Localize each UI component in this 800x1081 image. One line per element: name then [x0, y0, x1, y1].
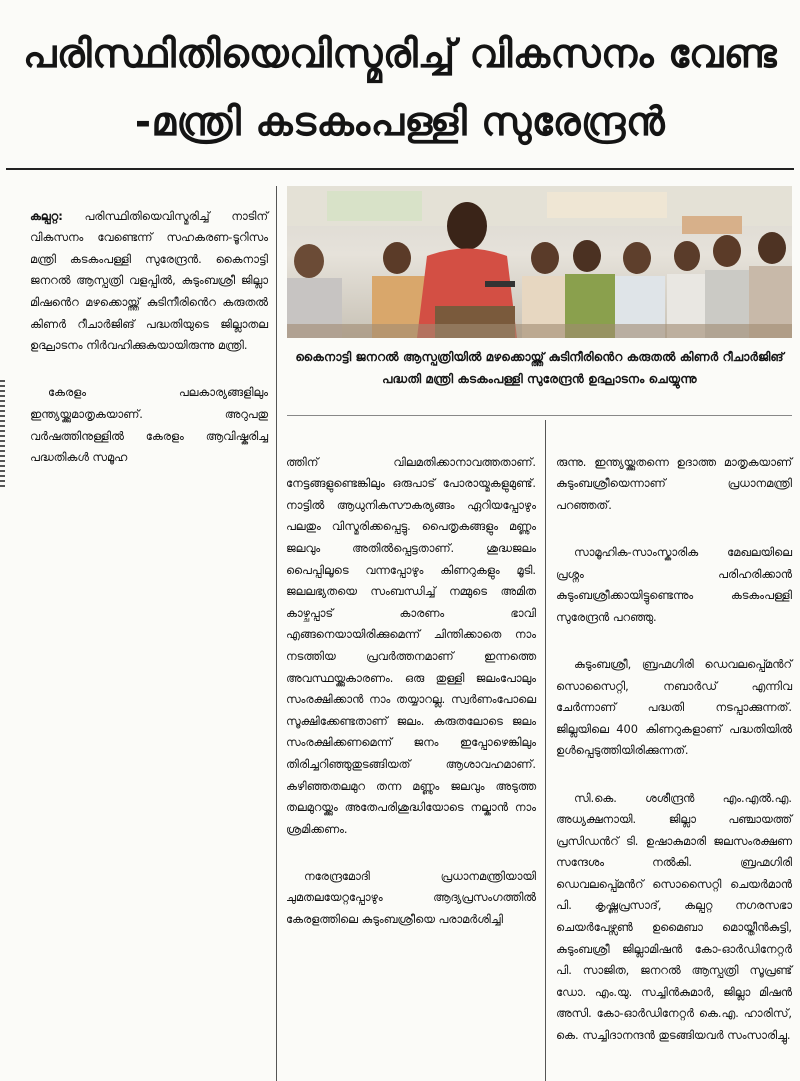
column-3 [556, 430, 792, 1072]
paragraph-text: പരിസ്ഥിതിയെവിസ്മരിച്ച് നാടിന് വികസനം വേണ്ടെന്ന് സഹകരണ-ടൂറിസം മന്ത്രി കടകംപള്ളി സുരേന്ദ്രൻ. കൈനാട്ടി ജനറൽ ആസ്പത്രി വളപ്പിൽ, കുടുംബശ്രീ ജില്ലാ മിഷൻെറ മഴക്കൊയ്ത്ത് കുടിനീരിൻെറ കരുതൽ കിണർ റീചാർജിങ് പദ്ധതിയുടെ ജില്ലാതല ഉദ്ഘാടനം നിർവഹിക്കുകയായിരുന്നു മന്ത്രി. [30, 208, 268, 353]
headline-line-1: പരിസ്ഥിതിയെവിസ്മരിച്ച് വികസനം വേണ്ട [22, 32, 778, 77]
column-2 [286, 430, 536, 956]
column-divider-1 [276, 186, 277, 1081]
paragraph: രുന്നു. ഇന്ത്യയ്ക്കുതന്നെ ഉദാത്ത മാതൃകയാണ് കുടുംബശ്രീയെന്നാണ് പ്രധാനമന്ത്രി പറഞ്ഞത്. [556, 454, 792, 512]
news-photo [287, 186, 792, 338]
photo-caption: കൈനാട്ടി ജനറൽ ആസ്പത്രിയിൽ മഴക്കൊയ്ത്ത് കുടിനീരിൻെറ കരുതൽ കിണർ റീചാർജിങ് പദ്ധതി മന്ത്രി കടകംപള്ളി സുരേന്ദ്രൻ ഉദ്ഘാടനം ചെയ്യുന്നു [295, 350, 784, 386]
paragraph: സാമൂഹിക-സാംസ്കാരിക മേഖലയിലെ പ്രശ്നം പരിഹരിക്കാൻ കുടുംബശ്രീക്കായിട്ടുണ്ടെന്നും കടകംപള്ളി സുരേന്ദ്രൻ പറഞ്ഞു. [556, 544, 792, 624]
dateline: കല്പറ്റ: [30, 208, 63, 223]
headline-line-2: -മന്ത്രി കടകംപള്ളി സുരേന്ദ്രൻ [134, 100, 666, 145]
paragraph: സി.കെ. ശശീന്ദ്രൻ എം.എൽ.എ. അധ്യക്ഷനായി. ജില്ലാ പഞ്ചായത്ത് പ്രസിഡൻറ് ടി. ഉഷാകുമാരി ജലസംരക്ഷണ സന്ദേശം നൽകി. ബ്രഹ്മഗിരി ഡെവലപ്പ്മെൻറ് സൊസൈറ്റി ചെയർമാൻ പി. കൃഷ്ണപ്രസാദ്, കല്പറ്റ നഗരസഭാ ചെയർപേഴ്സൺ ഉമൈബാ മൊയ്തീൻകുട്ടി, കുടുംബശ്രീ ജില്ലാമിഷൻ കോ-ഓർഡിനേറ്റർ പി. സാജിത, ജനറൽ ആസ്പത്രി സൂപ്രണ്ട് ഡോ. എം.യു. സച്ചിൻകുമാർ, ജില്ലാ മിഷൻ അസി. കോ-ഓർഡിനേറ്റർ കെ.എ. ഹാരിസ്, കെ. സച്ചിദാനന്ദൻ തുടങ്ങിയവർ സംസാരിച്ചു. [556, 790, 792, 1043]
caption-rule [287, 415, 792, 416]
paragraph: കേരളം പലകാര്യങ്ങളിലും ഇന്ത്യയ്ക്കുമാതൃകയാണ്. അറുപതു വർഷത്തിനുള്ളിൽ കേരളം ആവിഷ്കരിച്ച പദ്ധതികൾ സമൂഹ [30, 385, 268, 465]
column-1 [30, 184, 268, 494]
paragraph: നരേന്ദ്രമോദി പ്രധാനമന്ത്രിയായി ചുമതലയേറ്റപ്പോഴും ആദ്യപ്രസംഗത്തിൽ കേരളത്തിലെ കുടുംബശ്രീയെ പരാമർശിച്ചി [286, 868, 536, 927]
paragraph: കുടുംബശ്രീ, ബ്രഹ്മഗിരി ഡെവലപ്പ്മെൻറ് സൊസൈറ്റി, നബാർഡ് എന്നിവ ചേർന്നാണ് പദ്ധതി നടപ്പാക്കുന്നത്. ജില്ലയിലെ 400 കിണറുകളാണ് പദ്ധതിയിൽ ഉൾപ്പെടുത്തിയിരിക്കുന്നത്. [556, 656, 792, 758]
header-divider [6, 168, 794, 170]
column-divider-2 [545, 420, 546, 1081]
paragraph [30, 206, 268, 357]
paragraph: ത്തിന് വിലമതിക്കാനാവത്തതാണ്. നേട്ടങ്ങളുണ്ടെങ്കിലും ഒരുപാട് പോരായ്മകളുമുണ്ട്. നാട്ടിൽ ആധുനികസൗകര്യങ്ങം ഏറിയപ്പോഴും പലതും വിസ്മരിക്കപ്പെട്ടു. പൈതൃകങ്ങളും മണ്ണും ജലവും അതിൽപ്പെട്ടതാണ്. ശുദ്ധജലം പൈപ്പിലൂടെ വന്നപ്പോഴും കിണറുകളും മൂടി. ജലലഭ്യതയെ സംബന്ധിച്ച് നമ്മുടെ അമിത കാഴ്ചപ്പാട് കാരണം ഭാവി എങ്ങനെയായിരിക്കുമെന്ന് ചിന്തിക്കാതെ നാം നടത്തിയ പ്രവർത്തനമാണ് ഇന്നത്തെ അവസ്ഥയ്ക്കുകാരണം. ഒരു തുള്ളി ജലംപോലും സംരക്ഷിക്കാൻ നാം തയ്യാറല്ല. സ്വർണംപോലെ സൂക്ഷിക്കേണ്ടതാണ് ജലം. കരുതലോടെ ജലം സംരക്ഷിക്കണമെന്ന് ജനം ഇപ്പോഴെങ്കിലും തിരിച്ചറിഞ്ഞുതുടങ്ങിയത് ആശാവഹമാണ്. കഴിഞ്ഞതലമുറ തന്ന മണ്ണും ജലവും അടുത്ത തലമുറയ്ക്കും അതേപരിശുദ്ധിയോടെ നല്കാൻ നാം ശ്രമിക്കണം. [286, 454, 536, 836]
edge-marks [0, 380, 5, 490]
